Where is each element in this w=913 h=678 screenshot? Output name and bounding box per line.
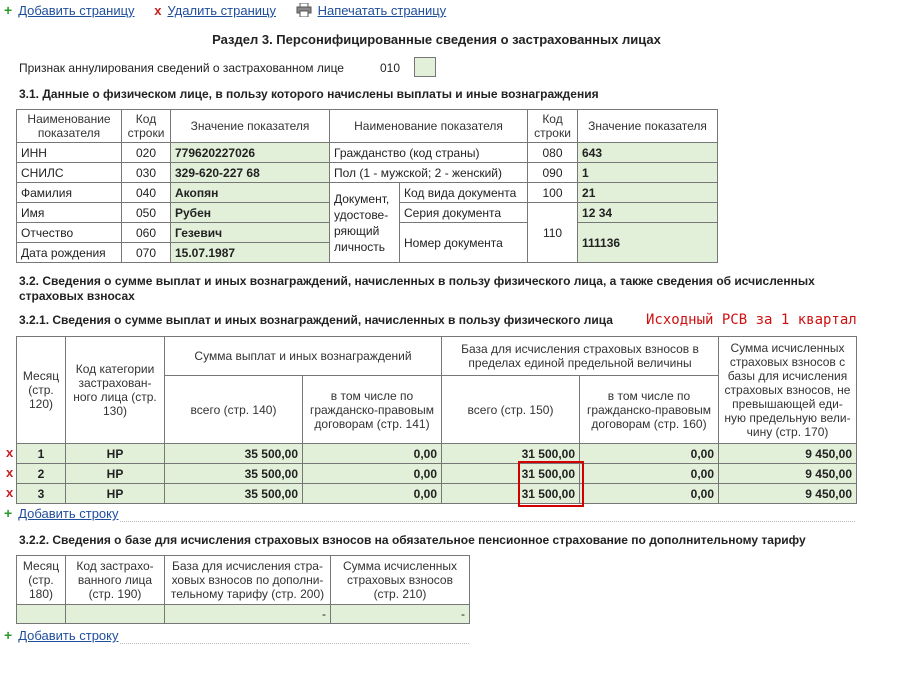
hdr-contributions: Сумма исчисленных страховых взносов с базы для исчисления страховых взносов, не превышающей еди-ную предельную вели-чину (стр. 170): [719, 337, 857, 444]
patronymic-code: 060: [122, 223, 171, 243]
contrib-170-cell[interactable]: 9 450,00: [719, 464, 857, 484]
table-row: [17, 605, 470, 624]
total-140-cell[interactable]: 35 500,00: [165, 444, 303, 464]
sex-label: Пол (1 - мужской; 2 - женский): [330, 163, 528, 183]
hdr-base: База для исчисления страховых взносов в пределах единой предельной величины: [442, 337, 719, 376]
hdr-value-left: Значение показателя: [171, 110, 330, 143]
delete-page-link[interactable]: Удалить страницу: [167, 3, 276, 18]
birthdate-field[interactable]: 15.07.1987: [171, 243, 330, 263]
sex-code: 090: [528, 163, 578, 183]
add-row-link[interactable]: Добавить строку: [18, 506, 119, 521]
annul-code: 010: [380, 61, 401, 75]
annul-checkbox[interactable]: [414, 57, 436, 77]
doc-code: 110: [528, 203, 578, 263]
hdr-value-right: Значение показателя: [578, 110, 718, 143]
s31-title: 3.1. Данные о физическом лице, в пользу которого начислены выплаты и иные вознаграждения: [19, 87, 599, 101]
payments-table: [16, 336, 857, 504]
plus-icon[interactable]: +: [4, 627, 13, 643]
doc-number-label: Номер документа: [400, 223, 528, 263]
hdr-code-left: Код строки: [122, 110, 171, 143]
name-field[interactable]: Рубен: [171, 203, 330, 223]
doc-type-field[interactable]: 21: [578, 183, 718, 203]
hdr-civil-141: в том числе по гражданско-правовым договорам (стр. 141): [303, 376, 442, 444]
doc-series-label: Серия документа: [400, 203, 528, 223]
delete-row-icon[interactable]: x: [6, 485, 14, 500]
doc-type-label: Код вида документа: [400, 183, 528, 203]
month-cell[interactable]: 3: [17, 484, 66, 504]
month-cell[interactable]: 2: [17, 464, 66, 484]
contrib-170-cell[interactable]: 9 450,00: [719, 444, 857, 464]
surname-code: 040: [122, 183, 171, 203]
total-140-cell[interactable]: 35 500,00: [165, 484, 303, 504]
divider: [120, 521, 855, 522]
doc-group-label: Документ, удостове-ряющий личность: [330, 183, 400, 263]
doc-number-field[interactable]: 111136: [578, 223, 718, 263]
name-code: 050: [122, 203, 171, 223]
annotation-note: Исходный РСВ за 1 квартал: [646, 312, 857, 328]
total-150-cell[interactable]: 31 500,00: [442, 464, 580, 484]
hdr-base-200: База для исчисления стра-ховых взносов по дополни-тельному тарифу (стр. 200): [165, 556, 331, 605]
citizenship-code: 080: [528, 143, 578, 163]
hdr-sum-210: Сумма исчисленных страховых взносов (стр. 210): [331, 556, 470, 605]
birthdate-code: 070: [122, 243, 171, 263]
category-cell[interactable]: НР: [66, 444, 165, 464]
civil-141-cell[interactable]: 0,00: [303, 444, 442, 464]
civil-141-cell[interactable]: 0,00: [303, 484, 442, 504]
hdr-name-left: Наименование показателя: [17, 110, 122, 143]
printer-icon[interactable]: [296, 3, 312, 17]
civil-141-cell[interactable]: 0,00: [303, 464, 442, 484]
patronymic-field[interactable]: Гезевич: [171, 223, 330, 243]
base-200-cell[interactable]: -: [165, 605, 331, 624]
month-180-cell[interactable]: [17, 605, 66, 624]
hdr-code-190: Код застрахо-ванного лица (стр. 190): [66, 556, 165, 605]
delete-row-icon[interactable]: x: [6, 445, 14, 460]
civil-160-cell[interactable]: 0,00: [580, 444, 719, 464]
s321-title: 3.2.1. Сведения о сумме выплат и иных вознаграждений, начисленных в пользу физического лица: [19, 313, 613, 327]
divider: [120, 643, 469, 644]
x-icon[interactable]: x: [154, 3, 162, 18]
highlight-box: [518, 461, 584, 507]
birthdate-label: Дата рождения: [17, 243, 122, 263]
citizenship-label: Гражданство (код страны): [330, 143, 528, 163]
inn-field[interactable]: 779620227026: [171, 143, 330, 163]
month-cell[interactable]: 1: [17, 444, 66, 464]
hdr-total-150: всего (стр. 150): [442, 376, 580, 444]
inn-code: 020: [122, 143, 171, 163]
patronymic-label: Отчество: [17, 223, 122, 243]
civil-160-cell[interactable]: 0,00: [580, 464, 719, 484]
person-data-table: [16, 109, 718, 263]
hdr-civil-160: в том числе по гражданско-правовым договорам (стр. 160): [580, 376, 719, 444]
inn-label: ИНН: [17, 143, 122, 163]
section-title: Раздел 3. Персонифицированные сведения о застрахованных лицах: [212, 32, 661, 47]
add-row-1: [4, 505, 119, 521]
doc-series-field[interactable]: 12 34: [578, 203, 718, 223]
plus-icon[interactable]: +: [4, 505, 13, 521]
hdr-category: Код категории застрахован-ного лица (стр. 130): [66, 337, 165, 444]
s32-title: 3.2. Сведения о сумме выплат и иных вознаграждений, начисленных в пользу физического лица, а также сведения об исчисленных страховых взносах: [19, 274, 815, 303]
total-150-cell[interactable]: 31 500,00: [442, 444, 580, 464]
sum-210-cell[interactable]: -: [331, 605, 470, 624]
total-150-cell[interactable]: 31 500,00: [442, 484, 580, 504]
table-row: [17, 484, 857, 504]
hdr-name-right: Наименование показателя: [330, 110, 528, 143]
contrib-170-cell[interactable]: 9 450,00: [719, 484, 857, 504]
civil-160-cell[interactable]: 0,00: [580, 484, 719, 504]
hdr-month-180: Месяц (стр. 180): [17, 556, 66, 605]
table-row: [17, 444, 857, 464]
sex-field[interactable]: 1: [578, 163, 718, 183]
table-row: [17, 464, 857, 484]
name-label: Имя: [17, 203, 122, 223]
snils-code: 030: [122, 163, 171, 183]
doc-type-code: 100: [528, 183, 578, 203]
add-page-link[interactable]: Добавить страницу: [18, 3, 135, 18]
plus-icon[interactable]: +: [4, 2, 13, 18]
snils-field[interactable]: 329-620-227 68: [171, 163, 330, 183]
add-row-2: [4, 627, 119, 643]
add-row-link[interactable]: Добавить строку: [18, 628, 119, 643]
total-140-cell[interactable]: 35 500,00: [165, 464, 303, 484]
additional-tariff-table: [16, 555, 470, 624]
hdr-month: Месяц (стр. 120): [17, 337, 66, 444]
hdr-code-right: Код строки: [528, 110, 578, 143]
annul-label: Признак аннулирования сведений о застрахованном лице: [19, 61, 344, 75]
surname-field[interactable]: Акопян: [171, 183, 330, 203]
hdr-total-140: всего (стр. 140): [165, 376, 303, 444]
s322-title: 3.2.2. Сведения о базе для исчисления страховых взносов на обязательное пенсионное страхование по дополнительному тарифу: [19, 533, 806, 547]
citizenship-field[interactable]: 643: [578, 143, 718, 163]
category-cell[interactable]: НР: [66, 484, 165, 504]
hdr-payments: Сумма выплат и иных вознаграждений: [165, 337, 442, 376]
print-page-link[interactable]: Напечатать страницу: [317, 3, 447, 18]
code-190-cell[interactable]: [66, 605, 165, 624]
surname-label: Фамилия: [17, 183, 122, 203]
category-cell[interactable]: НР: [66, 464, 165, 484]
toolbar: [4, 2, 462, 18]
delete-row-icon[interactable]: x: [6, 465, 14, 480]
snils-label: СНИЛС: [17, 163, 122, 183]
